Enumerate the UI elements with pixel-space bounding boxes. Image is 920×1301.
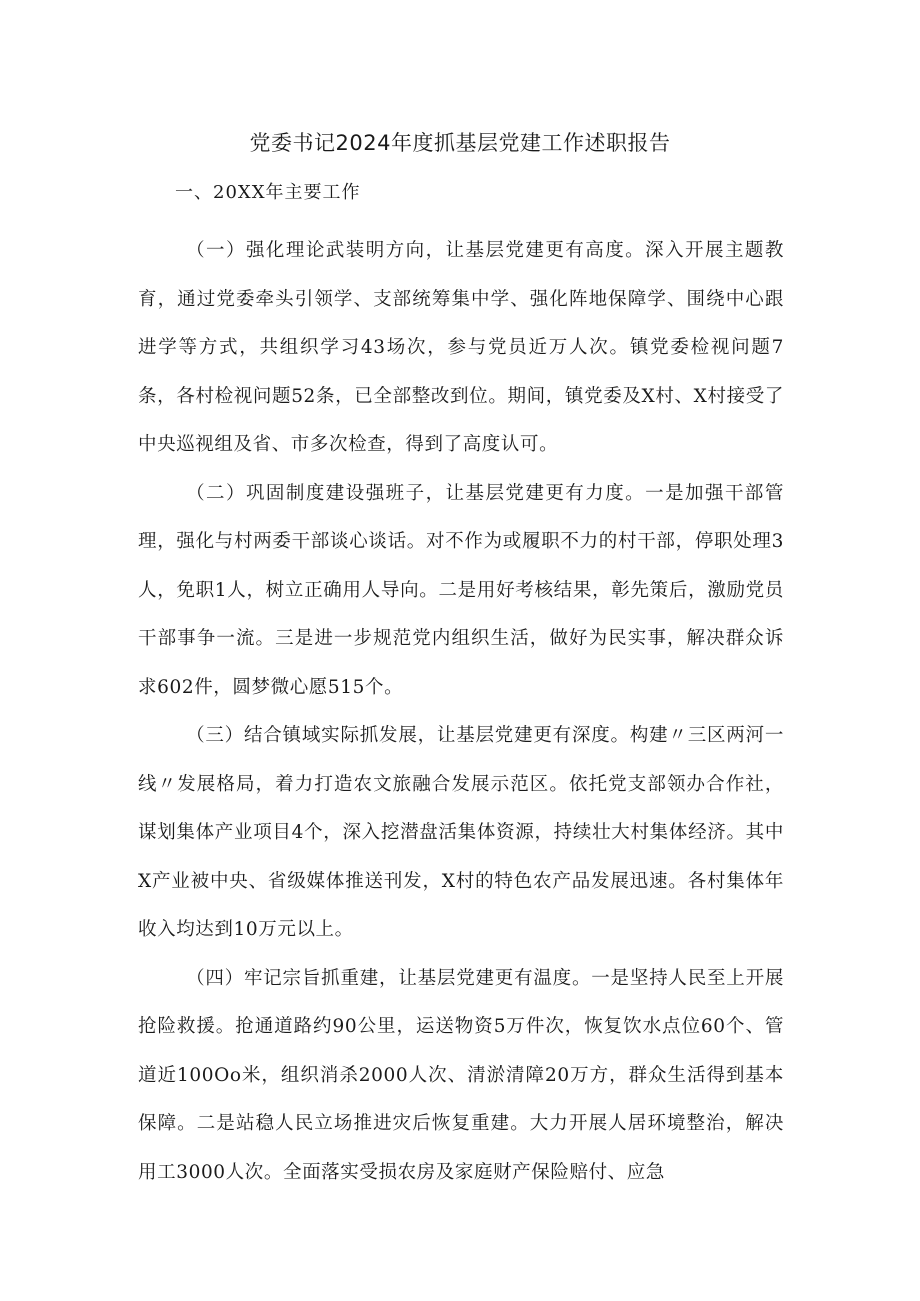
paragraph-3: （三）结合镇域实际抓发展，让基层党建更有深度。构建〃三区两河一线〃发展格局，着力打造农文旅融合发展示范区。依托党支部领办合作社，谋划集体产业项目4个，深入挖潜盘活集体资源，持续壮大村集体经济。其中X产业被中央、省级媒体推送刊发，X村的特色农产品发展迅速。各村集体年收入均达到10万元以上。 [138,725,784,940]
paragraph-2: （二）巩固制度建设强班子，让基层党建更有力度。一是加强干部管理，强化与村两委干部谈心谈话。对不作为或履职不力的村干部，停职处理3人，免职1人，树立正确用人导向。二是用好考核结果，彰先策后，激励党员干部事争一流。三是进一步规范党内组织生活，做好为民实事，解决群众诉求602件，圆梦微心愿515个。 [138,482,784,698]
document-body [138,227,784,1197]
document-title: 党委书记2024年度抓基层党建工作述职报告 [249,131,671,155]
paragraph-1: （一）强化理论武装明方向，让基层党建更有高度。深入开展主题教育，通过党委牵头引领学、支部统筹集中学、强化阵地保障学、围绕中心跟进学等方式，共组织学习43场次，参与党员近万人次。镇党委检视问题7条，各村检视问题52条，已全部整改到位。期间，镇党委及X村、X村接受了中央巡视组及省、市多次检查，得到了高度认可。 [138,240,784,455]
paragraph-4: （四）牢记宗旨抓重建，让基层党建更有温度。一是坚持人民至上开展抢险救援。抢通道路约90公里，运送物资5万件次，恢复饮水点位60个、管道近100Oo米，组织消杀2000人次、清淤清障20万方，群众生活得到基本保障。二是站稳人民立场推进灾后恢复重建。大力开展人居环境整治，解决用工3000人次。全面落实受损农房及家庭财产保险赔付、应急 [138,967,784,1183]
section-heading: 一、20XX年主要工作 [175,182,361,203]
